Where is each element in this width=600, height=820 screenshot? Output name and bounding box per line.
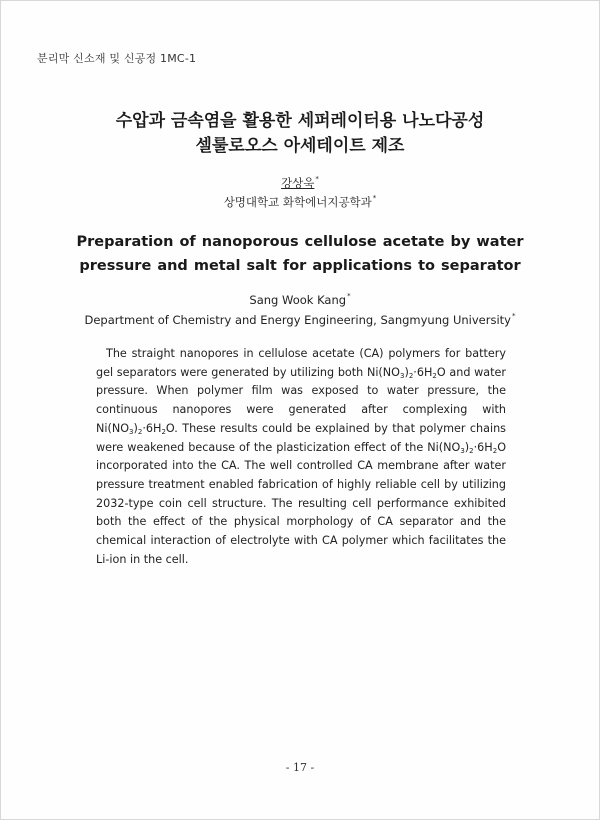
english-title-line-2: pressure and metal salt for applications to separator: [79, 258, 521, 274]
english-author-mark: *: [347, 292, 351, 300]
korean-affiliation-mark: *: [372, 194, 377, 202]
korean-author-mark: *: [315, 175, 319, 183]
english-author: [1, 292, 599, 307]
formula-subscript: 2: [137, 427, 143, 436]
formula-subscript: 3: [399, 371, 405, 380]
abstract-text-4: incorporated into the CA. The well controlled CA membrane after water pressure treatment enabled fabrication of highly reliable cell by utilizing 2032-type coin cell structure. The resulting cell performance exhibited both the effect of the physical morphology of CA separator and the chemical interaction of electrolyte with CA polymer which facilitates the Li-ion in the cell.: [96, 459, 506, 566]
formula-part: Ni(NO: [427, 440, 461, 454]
korean-author: [1, 175, 599, 191]
korean-title: [1, 109, 599, 159]
korean-title-line-1: 수압과 금속염을 활용한 세퍼레이터용 나노다공성: [115, 111, 485, 131]
session-tag: 분리막 신소재 및 신공정 1MC-1: [37, 52, 197, 65]
formula-part: Ni(NO: [366, 365, 400, 379]
abstract-text-2: and water pressure. When polymer film was exposed to water pressure, the continuous nanopores were generated after complexing with: [96, 365, 506, 417]
english-title-line-1: Preparation of nanoporous cellulose acetate by water: [76, 234, 524, 250]
formula-subscript: 3: [129, 427, 134, 436]
formula-part: ): [404, 365, 409, 379]
formula-part: ·6H: [142, 421, 162, 435]
page-number: - 17 -: [285, 761, 315, 774]
formula-part: ·6H: [413, 365, 433, 379]
chemical-formula: [96, 422, 174, 435]
abstract-text-3: . These results could be explained by that polymer chains were weakened because of the plasticization effect of the: [96, 421, 506, 454]
formula-subscript: 2: [161, 427, 166, 436]
formula-subscript: 2: [469, 446, 474, 455]
formula-part: ): [464, 440, 470, 454]
korean-affiliation: [1, 194, 599, 210]
formula-subscript: 2: [408, 371, 414, 380]
abstract-text-1: The straight nanopores in cellulose acetate (CA) polymers for battery gel separators were generated by utilizing both: [96, 347, 506, 379]
english-title: [1, 230, 599, 278]
formula-part: ): [133, 421, 138, 435]
formula-part: O: [165, 421, 175, 435]
formula-subscript: 2: [492, 446, 498, 455]
english-affiliation: [1, 312, 599, 327]
english-affiliation-text: Department of Chemistry and Energy Engineering, Sangmyung University: [84, 313, 511, 327]
english-author-name: Sang Wook Kang: [249, 293, 347, 307]
formula-part: ·6H: [473, 440, 493, 454]
korean-affiliation-text: 상명대학교 화학에너지공학과: [223, 195, 372, 209]
chemical-formula: [367, 366, 446, 379]
formula-part: Ni(NO: [96, 421, 130, 435]
formula-part: O: [497, 440, 506, 454]
formula-part: O: [436, 365, 446, 379]
korean-author-name: 강상욱: [281, 176, 315, 190]
abstract-body: [96, 345, 506, 569]
chemical-formula: [427, 441, 506, 454]
korean-title-line-2: 셀룰로오스 아세테이트 제조: [195, 136, 405, 156]
english-affiliation-mark: *: [511, 312, 516, 320]
formula-subscript: 3: [460, 446, 465, 455]
formula-subscript: 2: [432, 371, 437, 380]
